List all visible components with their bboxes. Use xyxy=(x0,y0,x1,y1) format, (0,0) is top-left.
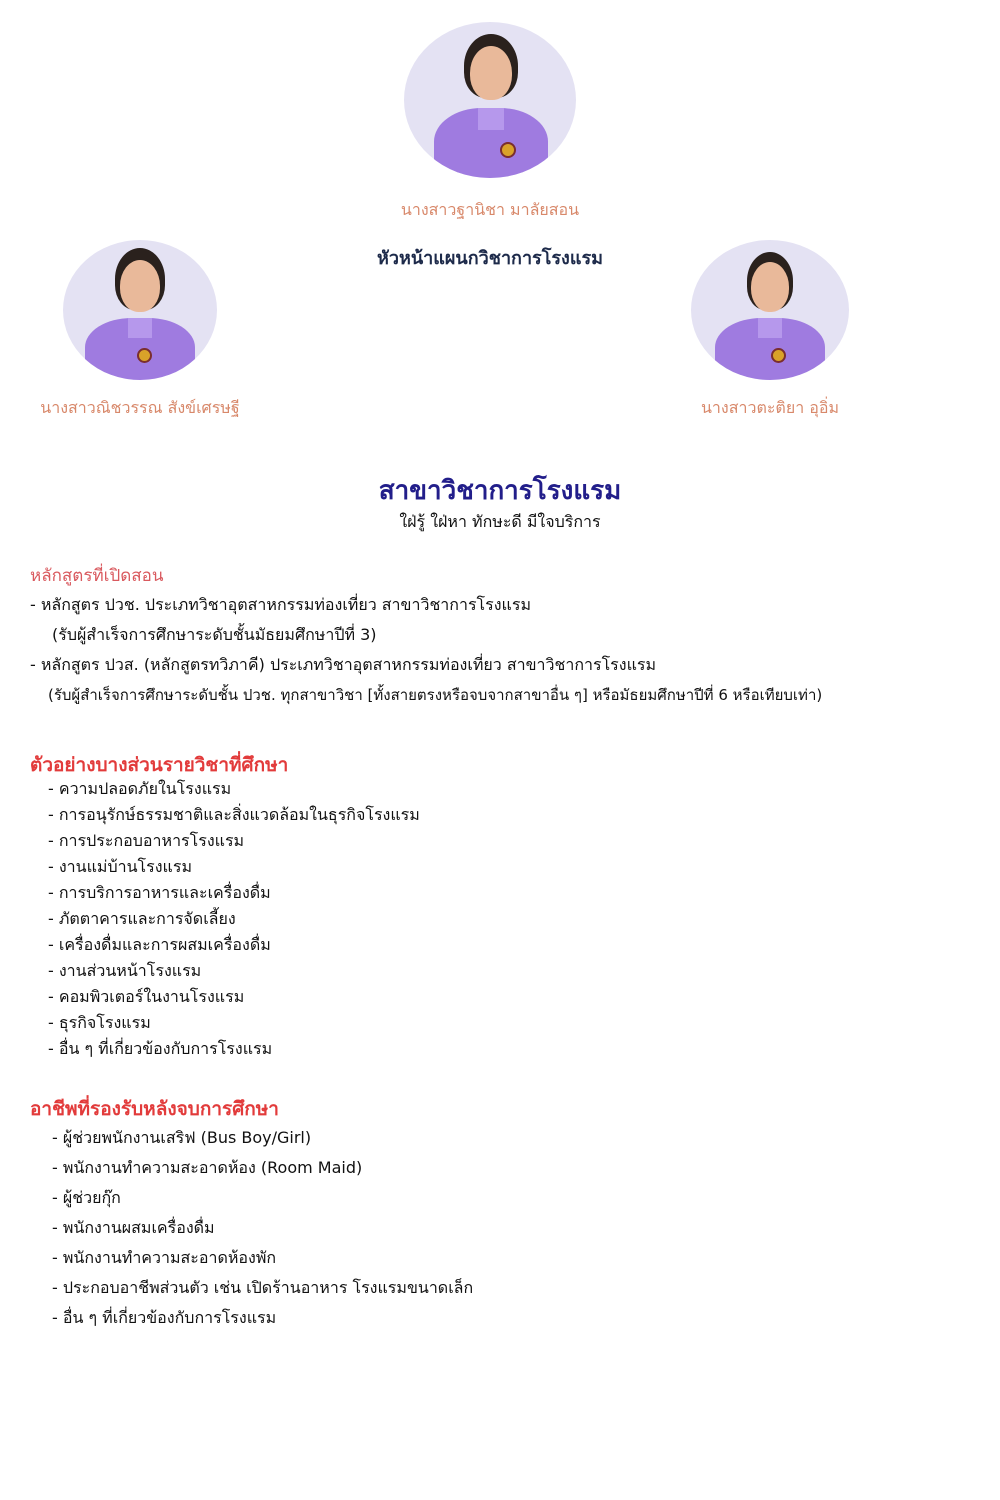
staff-left xyxy=(0,240,280,421)
careers-heading: อาชีพที่รองรับหลังจบการศึกษา xyxy=(30,1098,279,1120)
subject-item: - งานแม่บ้านโรงแรม xyxy=(48,857,192,876)
subject-item: - การบริการอาหารและเครื่องดื่ม xyxy=(48,883,271,902)
subject-item: - การประกอบอาหารโรงแรม xyxy=(48,831,245,850)
career-item: - พนักงานทำความสะอาดห้อง (Room Maid) xyxy=(52,1158,363,1177)
subject-item: - คอมพิวเตอร์ในงานโรงแรม xyxy=(48,987,245,1006)
subjects-heading: ตัวอย่างบางส่วนรายวิชาที่ศึกษา xyxy=(30,754,289,776)
course-note: (รับผู้สำเร็จการศึกษาระดับชั้นมัธยมศึกษาปีที่ 3) xyxy=(52,625,377,644)
staff-head xyxy=(340,22,640,272)
staff-role: หัวหน้าแผนกวิชาการโรงแรม xyxy=(377,248,603,269)
career-item: - อื่น ๆ ที่เกี่ยวข้องกับการโรงแรม xyxy=(52,1308,277,1327)
staff-photo xyxy=(63,240,217,380)
staff-photo xyxy=(404,22,576,178)
subject-item: - ธุรกิจโรงแรม xyxy=(48,1013,151,1032)
subject-item: - อื่น ๆ ที่เกี่ยวข้องกับการโรงแรม xyxy=(48,1039,273,1058)
subject-item: - ความปลอดภัยในโรงแรม xyxy=(48,779,232,798)
course-note: (รับผู้สำเร็จการศึกษาระดับชั้น ปวช. ทุกสาขาวิชา [ทั้งสายตรงหรือจบจากสาขาอื่น ๆ] หรือมัธยมศึกษาปีที่ 6 หรือเทียบเท่า) xyxy=(48,686,823,704)
course-line: - หลักสูตร ปวช. ประเภทวิชาอุตสาหกรรมท่องเที่ยว สาขาวิชาการโรงแรม xyxy=(30,595,532,614)
staff-photo xyxy=(691,240,849,380)
career-item: - ประกอบอาชีพส่วนตัว เช่น เปิดร้านอาหาร โรงแรมขนาดเล็ก xyxy=(52,1278,474,1297)
courses-heading: หลักสูตรที่เปิดสอน xyxy=(30,566,164,586)
subject-item: - งานส่วนหน้าโรงแรม xyxy=(48,961,202,980)
staff-right xyxy=(640,240,900,421)
career-item: - พนักงานทำความสะอาดห้องพัก xyxy=(52,1248,277,1267)
subject-item: - ภัตตาคารและการจัดเลี้ยง xyxy=(48,909,236,928)
course-line: - หลักสูตร ปวส. (หลักสูตรทวิภาคี) ประเภทวิชาอุตสาหกรรมท่องเที่ยว สาขาวิชาการโรงแรม xyxy=(30,655,657,674)
staff-name: นางสาวตะติยา อุอิ่ม xyxy=(700,398,840,417)
subject-item: - เครื่องดื่มและการผสมเครื่องดื่ม xyxy=(48,935,271,954)
staff-name: นางสาวฐานิชา มาลัยสอน xyxy=(400,200,580,219)
career-item: - พนักงานผสมเครื่องดื่ม xyxy=(52,1218,215,1237)
staff-name: นางสาวณิชวรรณ สังข์เศรษฐี xyxy=(40,398,240,417)
career-item: - ผู้ช่วยพนักงานเสริฟ (Bus Boy/Girl) xyxy=(52,1128,312,1147)
department-title: สาขาวิชาการโรงแรม xyxy=(378,476,622,506)
subject-item: - การอนุรักษ์ธรรมชาติและสิ่งแวดล้อมในธุรกิจโรงแรม xyxy=(48,805,420,824)
career-item: - ผู้ช่วยกุ๊ก xyxy=(52,1188,121,1207)
department-motto: ใฝ่รู้ ใฝ่หา ทักษะดี มีใจบริการ xyxy=(399,512,601,531)
